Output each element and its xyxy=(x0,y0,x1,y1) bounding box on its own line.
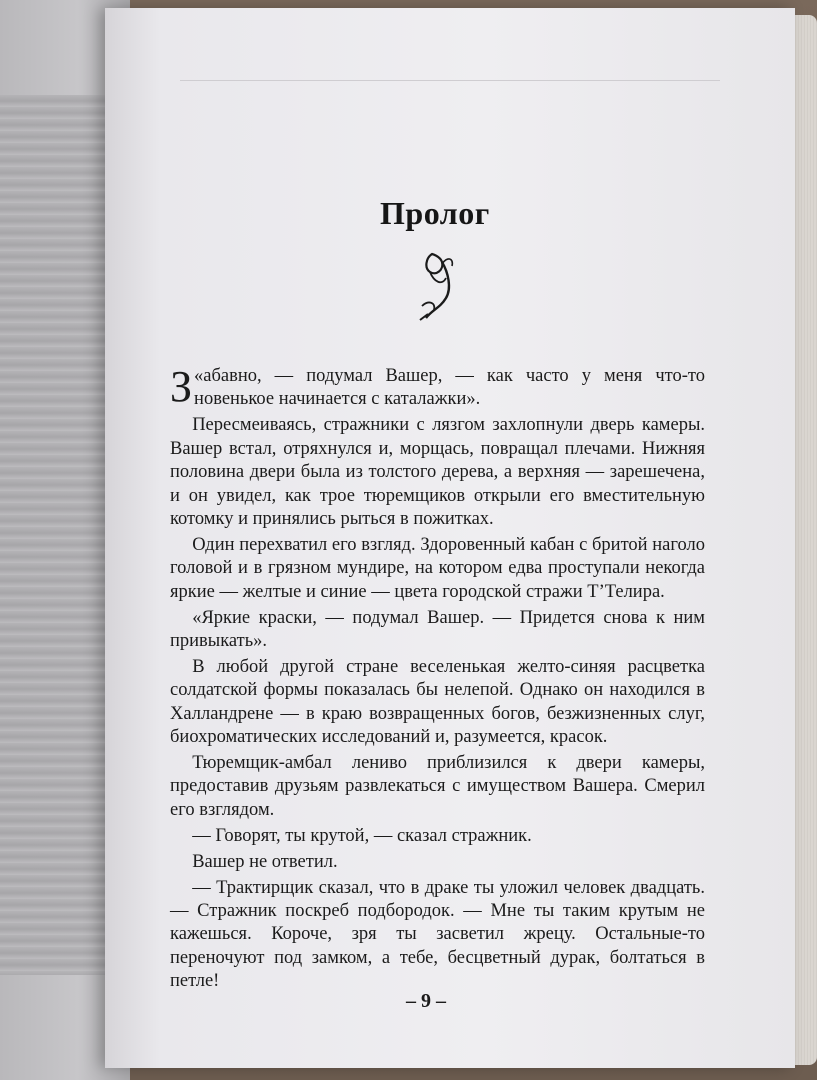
ornament-icon xyxy=(412,248,462,323)
page-number: – 9 – xyxy=(406,990,446,1012)
paragraph: — Говорят, ты крутой, — сказал стражник. xyxy=(192,825,532,846)
paragraph: Тюремщик-амбал лениво приблизился к двери камеры, предоставив друзьям развлекаться с имуществом Вашера. Смерил его взглядом. xyxy=(170,753,705,820)
paragraph: «Яркие краски, — подумал Вашер. — Придется снова к ним привыкать». xyxy=(170,607,705,651)
drop-cap: З xyxy=(170,362,193,411)
paragraph: Пересмеиваясь, стражники с лязгом захлопнули дверь камеры. Вашер встал, отряхнулся и, морщась, повращал плечами. Нижняя половина двери была из толстого дерева, а верхняя — зарешечена, и он увидел, как трое тюремщиков открыли его вместительную котомку и принялись рыться в пожитках. xyxy=(170,415,705,529)
left-page-illustration xyxy=(0,95,108,975)
paragraph: « З абавно, — подумал Вашер, — как часто у меня что-то новенькое начинается с каталажки». xyxy=(170,362,705,411)
paragraph: Вашер не ответил. xyxy=(192,851,338,872)
paragraph: В любой другой стране веселенькая желто-синяя расцветка солдатской формы показалась бы нелепой. Однако он находился в Халландрене — в краю возвращенных богов, безжизненных слуг, биохроматических исследований и, разумеется, красок. xyxy=(170,656,705,748)
paragraph: Один перехватил его взгляд. Здоровенный кабан с бритой наголо головой и в грязном мундире, на котором едва проступали некогда яркие — желтые и синие — цвета городской стражи Т’Телира. xyxy=(170,534,705,602)
chapter-title: Пролог xyxy=(380,195,490,231)
paragraph: — Трактирщик сказал, что в драке ты уложил человек двадцать. — Стражник поскреб подбородок. — Мне ты таким крутым не кажешься. Короче, зря ты засветил жрецу. Остальные-то переночуют под замком, а тебе, бесцветный дурак, болтаться в петле! xyxy=(170,877,705,992)
body-text xyxy=(170,362,705,994)
